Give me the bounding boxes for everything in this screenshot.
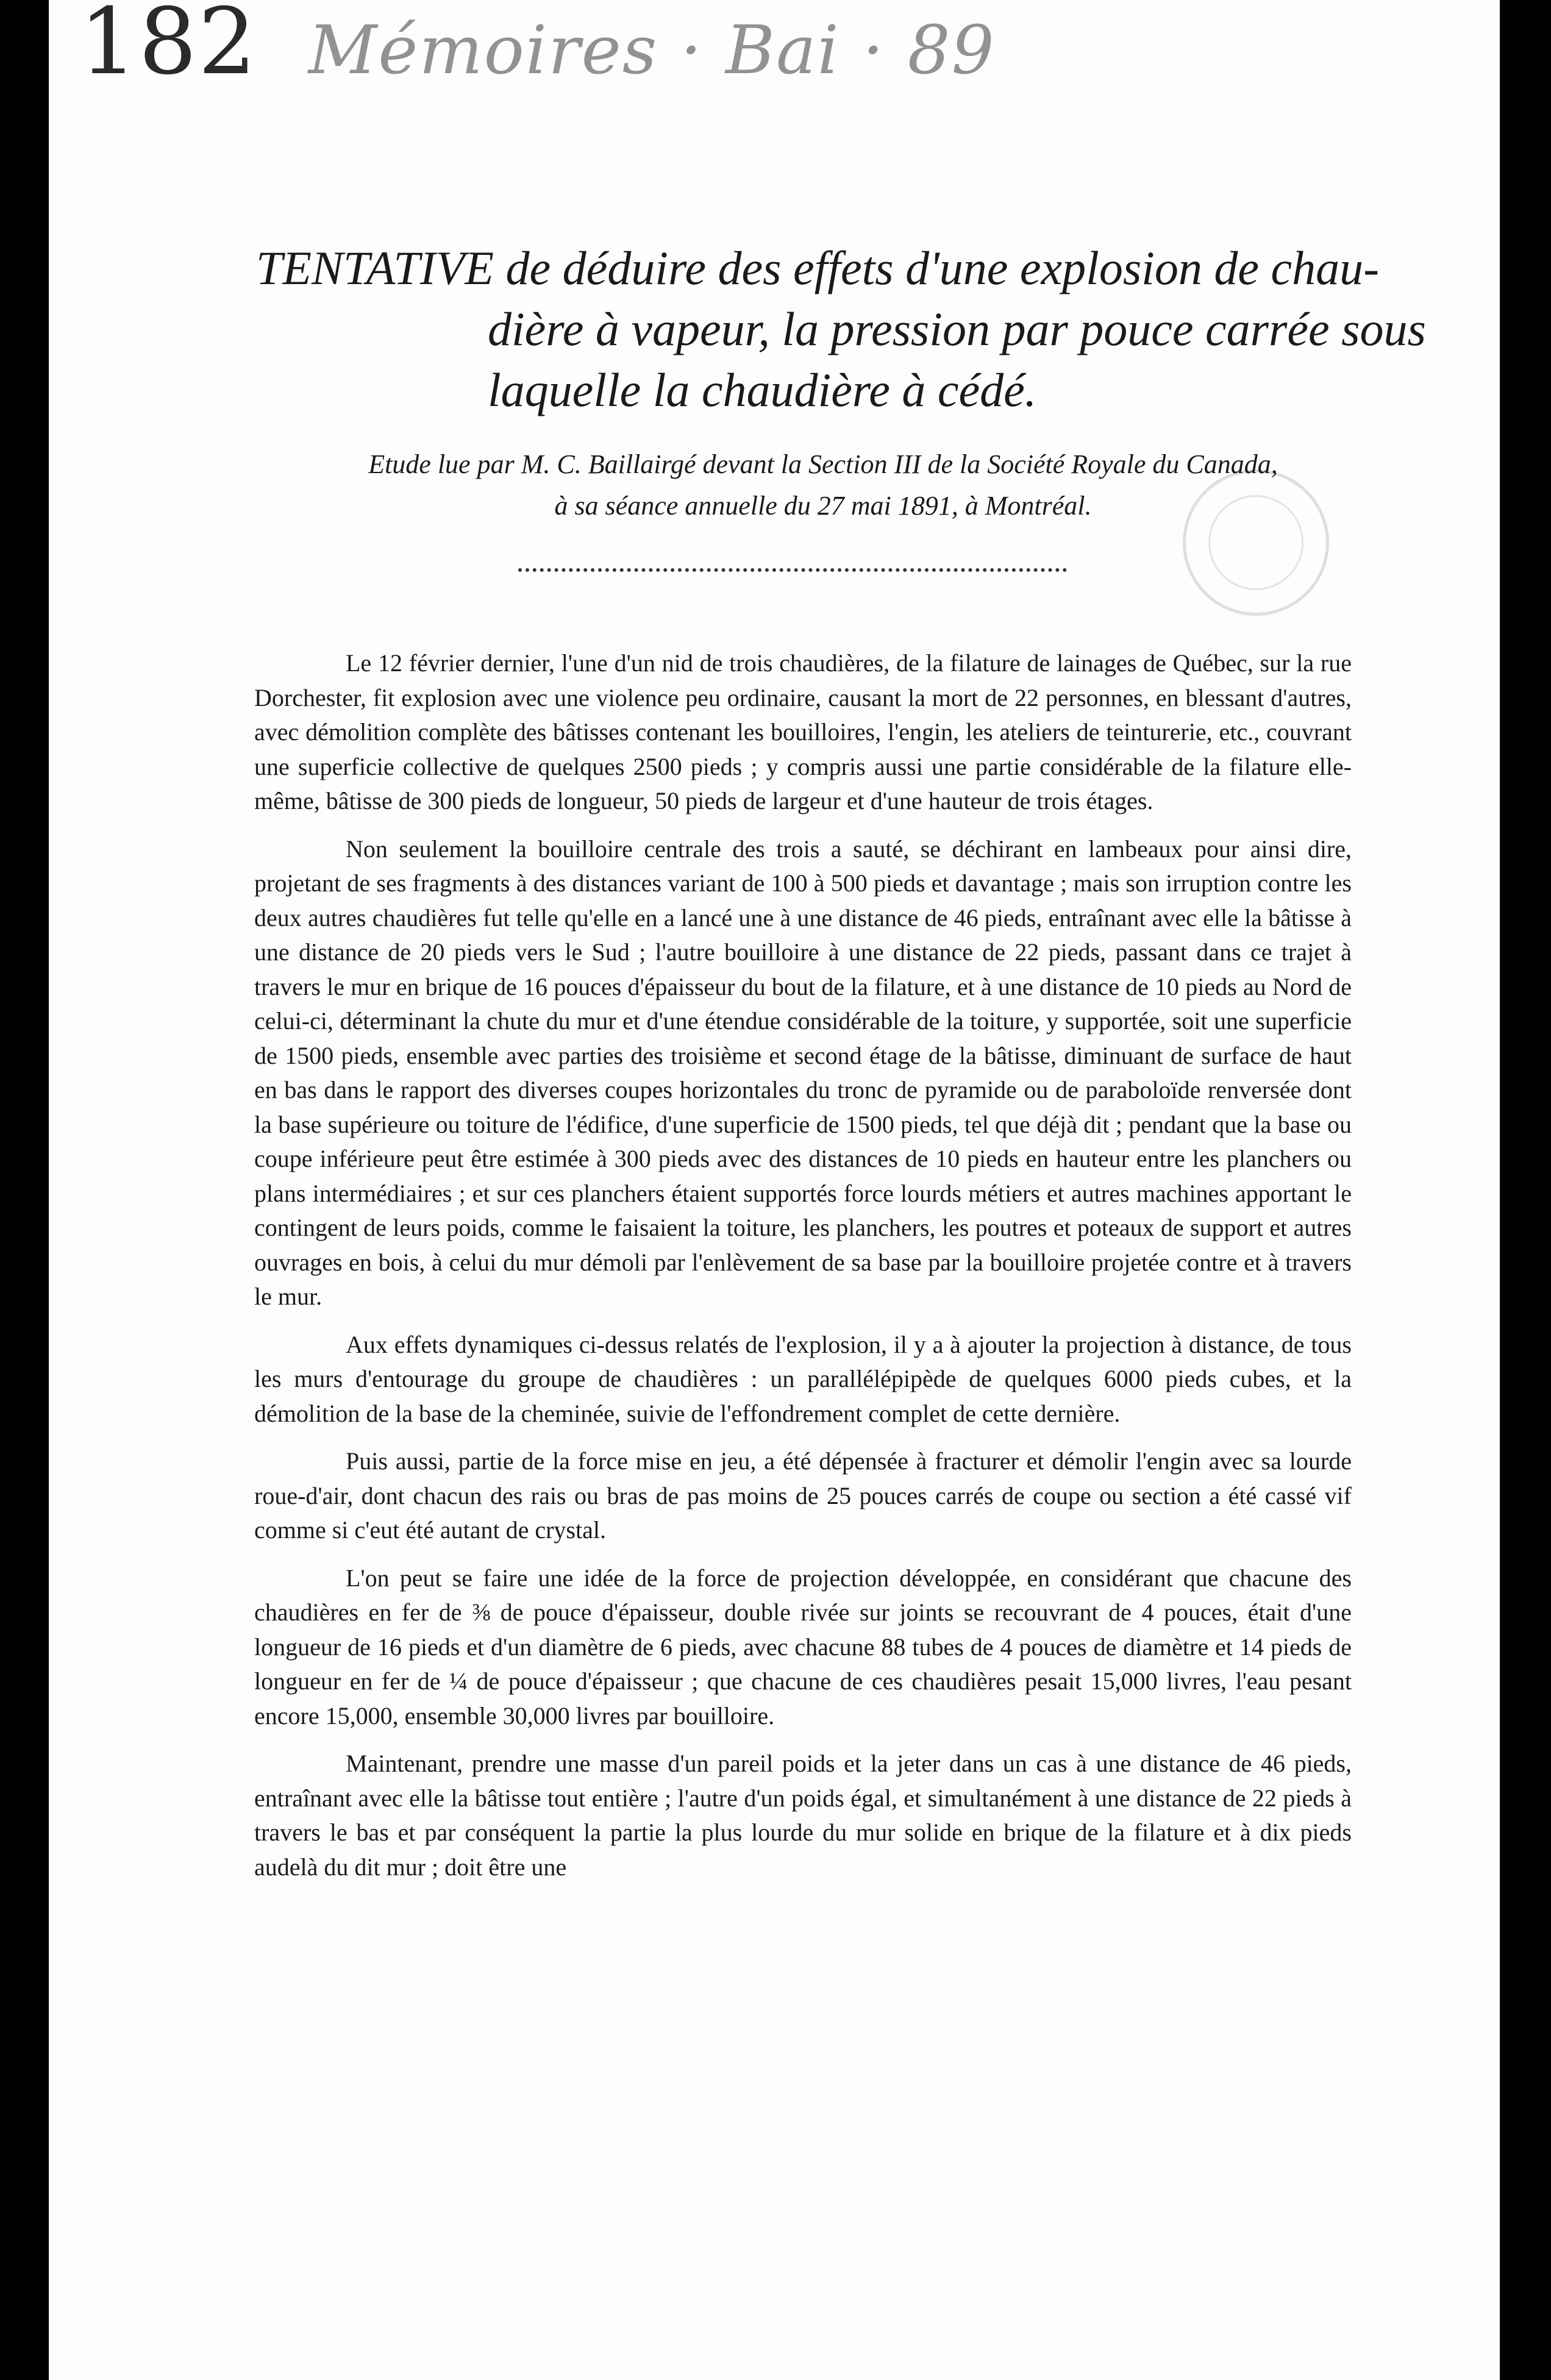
- ornamental-divider: [518, 568, 1067, 572]
- handwritten-annotation: [79, 0, 996, 95]
- paragraph-3: Aux effets dynamiques ci-dessus relatés de l'explosion, il y a à ajouter la projection à distance, de tous les murs d'entourage du groupe de chaudières : un parallélépipède de quelques 6000 pieds cubes, et la démolition de la base de la cheminée, suivie de l'effondrement complet de cette dernière.: [254, 1330, 1352, 1427]
- byline-line-1: Etude lue par M. C. Baillairgé devant la Section III de la Société Royale du Canada,: [368, 449, 1278, 479]
- body-text: [254, 646, 1352, 1898]
- document-title: [256, 238, 1426, 421]
- catalog-number: 182: [79, 0, 258, 95]
- paragraph-1: Le 12 février dernier, l'une d'un nid de trois chaudières, de la filature de lainages de Québec, sur la rue Dorchester, fit explosion avec une violence peu ordinaire, causant la mort de 22 personnes, en blessant d'autres, avec démolition complète des bâtisses contenant les bouilloires, l'engin, les ateliers de teinturerie, etc., couvrant une superficie collective de quelques 2500 pieds ; y compris aussi une partie considérable de la filature elle-même, bâtisse de 300 pieds de longueur, 50 pieds de largeur et d'une hauteur de trois étages.: [254, 649, 1352, 814]
- paragraph-5: L'on peut se faire une idée de la force de projection développée, en considérant que chacune des chaudières en fer de ⅜ de pouce d'épaisseur, double rivée sur joints se recouvrant de 4 pouces, était d'une longueur de 16 pieds et d'un diamètre de 6 pieds, avec chacune 88 tubes de 4 pouces de diamètre et 14 pieds de longueur en fer de ¼ de pouce d'épaisseur ; que chacune de ces chaudières pesait 15,000 livres, l'eau pesant encore 15,000, ensemble 30,000 livres par bouilloire.: [254, 1564, 1352, 1730]
- handwritten-scrawl: Mémoires · Bai · 89: [308, 11, 996, 89]
- byline-line-2: à sa séance annuelle du 27 mai 1891, à Montréal.: [554, 491, 1092, 521]
- title-line-3: laquelle la chaudière à cédé.: [488, 363, 1037, 416]
- paragraph-4: Puis aussi, partie de la force mise en jeu, a été dépensée à fracturer et démolir l'engin avec sa lourde roue-d'air, dont chacun des rais ou bras de pas moins de 25 pouces carrés de coupe ou section a été cassé vif comme si c'eut été autant de crystal.: [254, 1447, 1352, 1544]
- document-page: [49, 0, 1500, 2380]
- byline: [305, 444, 1341, 527]
- paragraph-6: Maintenant, prendre une masse d'un pareil poids et la jeter dans un cas à une distance de 46 pieds, entraînant avec elle la bâtisse tout entière ; l'autre d'un poids égal, et simultanément à une distance de 22 pieds à travers le bas et par conséquent la partie la plus lourde du mur solide en brique de la filature et à dix pieds audelà du dit mur ; doit être une: [254, 1750, 1352, 1881]
- paragraph-2: Non seulement la bouilloire centrale des trois a sauté, se déchirant en lambeaux pour ainsi dire, projetant de ses fragments à des distances variant de 100 à 500 pieds et davantage ; mais son irruption contre les deux autres chaudières fut telle qu'elle en a lancé une à une distance de 46 pieds, entraînant avec elle la bâtisse à une distance de 20 pieds vers le Sud ; l'autre bouilloire à une distance de 22 pieds, passant dans ce trajet à travers le mur en brique de 16 pouces d'épaisseur du bout de la filature, et à une distance de 10 pieds au Nord de celui-ci, déterminant la chute du mur et d'une étendue considérable de la toiture, y supportée, soit une superficie de 1500 pieds, ensemble avec parties des troisième et second étage de la bâtisse, diminuant de surface de haut en bas dans le rapport des diverses coupes horizontales du tronc de pyramide ou de paraboloïde renversée dont la base supérieure ou toiture de l'édifice, d'une superficie de 1500 pieds, tel que déjà dit ; pendant que la base ou coupe inférieure peut être estimée à 300 pieds avec des distances de 10 pieds en hauteur entre les planchers ou plans intermédiaires ; et sur ces planchers étaient supportés force lourds métiers et autres machines apportant le contingent de leurs poids, comme le faisaient la toiture, les planchers, les poutres et poteaux de support et autres ouvrages en bois, à celui du mur démoli par l'enlèvement de sa base par la bouilloire projetée contre et à travers le mur.: [254, 835, 1352, 1310]
- title-line-2: dière à vapeur, la pression par pouce carrée sous: [488, 302, 1426, 355]
- title-line-1: TENTATIVE de déduire des effets d'une explosion de chau-: [256, 241, 1380, 294]
